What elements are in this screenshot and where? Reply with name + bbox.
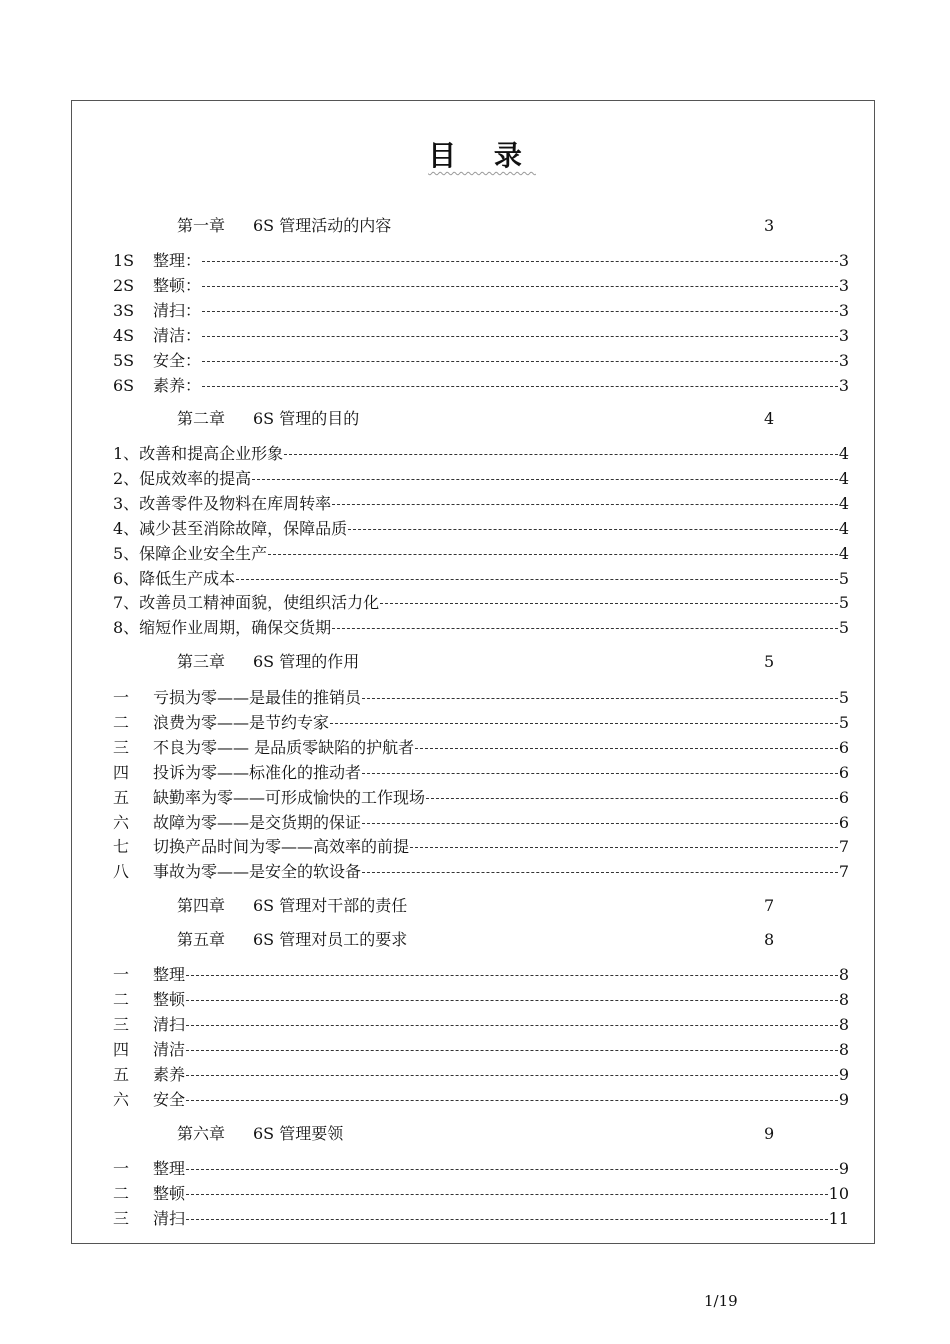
entry-label: 投诉为零——标准化的推动者 [153, 762, 362, 782]
toc-title: 目 录 [428, 139, 536, 172]
dot-leader [362, 872, 838, 874]
toc-entry[interactable] [113, 736, 849, 760]
toc-entry[interactable] [113, 835, 849, 859]
dot-leader [236, 579, 838, 581]
dot-leader [202, 286, 838, 288]
chapter-heading[interactable] [177, 406, 777, 432]
dot-leader [186, 1194, 828, 1196]
chapter-title: 6S 管理活动的内容 [253, 216, 392, 235]
chapter-label: 第四章 [177, 896, 226, 915]
entry-label: 整理： [153, 251, 202, 270]
entry-page: 8 [838, 1014, 849, 1034]
entry-label: 整顿 [153, 1183, 186, 1203]
entry-label: 4、减少甚至消除故障，保障品质 [113, 518, 348, 538]
chapter-label: 第一章 [177, 216, 226, 235]
dot-leader [362, 773, 838, 775]
entry-label: 清洁： [153, 325, 202, 345]
dot-leader [410, 847, 838, 849]
entry-page: 5 [838, 618, 849, 638]
toc-entry[interactable] [113, 711, 849, 735]
entry-page: 7 [838, 862, 849, 882]
chapter-label: 第五章 [177, 930, 226, 949]
page-number: 1/19 [704, 1292, 738, 1310]
entry-page: 4 [838, 444, 849, 463]
entry-label: 8、缩短作业周期，确保交货期 [113, 618, 332, 638]
dot-leader [202, 361, 838, 363]
toc-entry[interactable] [113, 442, 849, 466]
dot-leader [202, 336, 838, 338]
entry-label: 5、保障企业安全生产 [113, 543, 268, 563]
entry-label: 清扫 [153, 1208, 186, 1228]
entry-page: 3 [838, 275, 849, 295]
entry-page: 6 [838, 787, 849, 807]
dot-leader [332, 504, 838, 506]
toc-entry[interactable] [113, 1182, 849, 1206]
entry-page: 9 [838, 1064, 849, 1084]
toc-entry[interactable] [113, 249, 849, 273]
dot-leader [202, 386, 838, 388]
entry-number: 七 [113, 837, 130, 857]
dot-leader [186, 1025, 838, 1027]
toc-entry[interactable] [113, 1157, 849, 1181]
entry-label: 亏损为零——是最佳的推销员 [153, 688, 362, 707]
entry-page: 7 [838, 837, 849, 857]
entry-number: 二 [113, 989, 130, 1009]
entry-number: 六 [113, 1089, 130, 1109]
entry-page: 9 [838, 1159, 849, 1178]
dot-leader [186, 1169, 838, 1171]
chapter-page: 3 [764, 216, 775, 235]
dot-leader [284, 454, 838, 456]
toc-entry[interactable] [113, 542, 849, 566]
entry-page: 3 [838, 375, 849, 395]
entry-page: 9 [838, 1089, 849, 1109]
entry-number: 二 [113, 712, 130, 732]
entry-number: 三 [113, 737, 130, 757]
entry-page: 5 [838, 568, 849, 588]
entry-label: 整理 [153, 965, 186, 984]
toc-entry[interactable] [113, 467, 849, 491]
chapter-heading[interactable] [177, 213, 777, 239]
toc-entry[interactable] [113, 517, 849, 541]
toc-entry[interactable] [113, 860, 849, 884]
dot-leader [268, 554, 838, 556]
entry-label: 3、改善零件及物料在库周转率 [113, 493, 332, 513]
toc-entry[interactable] [113, 1063, 849, 1087]
entry-number: 一 [113, 688, 130, 707]
entry-label: 清洁 [153, 1039, 186, 1059]
entry-page: 4 [838, 543, 849, 563]
chapter-heading[interactable] [177, 1121, 777, 1147]
entry-page: 10 [828, 1183, 849, 1203]
toc-entry[interactable] [113, 299, 849, 323]
entry-label: 2、促成效率的提高 [113, 468, 252, 488]
entry-page: 3 [838, 251, 849, 270]
entry-page: 8 [838, 989, 849, 1009]
dot-leader [186, 1050, 838, 1052]
chapter-title: 6S 管理对干部的责任 [253, 896, 408, 915]
entry-label: 7、改善员工精神面貌，使组织活力化 [113, 593, 380, 613]
entry-page: 4 [838, 468, 849, 488]
dot-leader [202, 261, 838, 263]
entry-page: 4 [838, 518, 849, 538]
toc-entry[interactable] [113, 686, 849, 710]
entry-number: 3S [113, 300, 135, 320]
entry-page: 4 [838, 493, 849, 513]
chapter-page: 4 [764, 409, 775, 428]
dot-leader [380, 603, 838, 605]
toc-entry[interactable] [113, 1013, 849, 1037]
entry-label: 清扫 [153, 1014, 186, 1034]
toc-entry[interactable] [113, 1038, 849, 1062]
entry-number: 一 [113, 1159, 130, 1178]
toc-entry[interactable] [113, 1088, 849, 1112]
entry-number: 4S [113, 325, 135, 345]
dot-leader [348, 529, 838, 531]
entry-number: 四 [113, 1039, 130, 1059]
dot-leader [362, 698, 838, 700]
chapter-page: 7 [764, 896, 775, 915]
toc-entry[interactable] [113, 374, 849, 398]
chapter-page: 8 [764, 930, 775, 949]
dot-leader [252, 479, 838, 481]
entry-page: 11 [828, 1208, 849, 1228]
dot-leader [186, 1219, 828, 1221]
entry-number: 五 [113, 1064, 130, 1084]
chapter-title: 6S 管理对员工的要求 [253, 930, 408, 949]
chapter-title: 6S 管理的目的 [253, 409, 360, 428]
entry-number: 1S [113, 251, 135, 270]
chapter-title: 6S 管理的作用 [253, 652, 360, 671]
dot-leader [362, 823, 838, 825]
entry-page: 3 [838, 325, 849, 345]
dot-leader [426, 798, 838, 800]
entry-number: 6S [113, 375, 135, 395]
entry-page: 5 [838, 593, 849, 613]
entry-number: 二 [113, 1183, 130, 1203]
dot-leader [415, 748, 838, 750]
toc-entry[interactable] [113, 567, 849, 591]
toc-entry[interactable] [113, 349, 849, 373]
entry-number: 5S [113, 350, 135, 370]
entry-page: 8 [838, 1039, 849, 1059]
entry-page: 5 [838, 688, 849, 707]
toc-entry[interactable] [113, 616, 849, 640]
dot-leader [330, 723, 838, 725]
entry-number: 三 [113, 1208, 130, 1228]
entry-label: 不良为零—— 是品质零缺陷的护航者 [153, 737, 415, 757]
toc-entry[interactable] [113, 1207, 849, 1231]
entry-label: 事故为零——是安全的软设备 [153, 862, 362, 882]
chapter-label: 第二章 [177, 409, 226, 428]
toc-entry[interactable] [113, 761, 849, 785]
entry-page: 6 [838, 737, 849, 757]
entry-page: 3 [838, 300, 849, 320]
entry-label: 浪费为零——是节约专家 [153, 712, 330, 732]
dot-leader [186, 1000, 838, 1002]
entry-page: 8 [838, 965, 849, 984]
entry-label: 整理 [153, 1159, 186, 1178]
entry-page: 6 [838, 762, 849, 782]
entry-label: 缺勤率为零——可形成愉快的工作现场 [153, 787, 426, 807]
entry-number: 2S [113, 275, 135, 295]
chapter-heading[interactable] [177, 927, 777, 953]
dot-leader [332, 628, 838, 630]
entry-page: 6 [838, 812, 849, 832]
dot-leader [186, 975, 838, 977]
entry-label: 整顿： [153, 275, 202, 295]
chapter-page: 5 [764, 652, 775, 671]
toc-entry[interactable] [113, 811, 849, 835]
chapter-heading[interactable] [177, 649, 777, 675]
chapter-page: 9 [764, 1124, 775, 1143]
entry-label: 安全： [153, 350, 202, 370]
dot-leader [202, 311, 838, 313]
entry-label: 清扫： [153, 300, 202, 320]
chapter-heading[interactable] [177, 893, 777, 919]
chapter-title: 6S 管理要领 [253, 1124, 344, 1143]
toc-entry[interactable] [113, 988, 849, 1012]
toc-entry[interactable] [113, 963, 849, 987]
entry-label: 素养 [153, 1064, 186, 1084]
dot-leader [186, 1075, 838, 1077]
entry-label: 6、降低生产成本 [113, 568, 236, 588]
toc-entry[interactable] [113, 786, 849, 810]
entry-label: 素养： [153, 375, 202, 395]
entry-page: 5 [838, 712, 849, 732]
toc-entry[interactable] [113, 274, 849, 298]
entry-label: 安全 [153, 1089, 186, 1109]
entry-page: 3 [838, 350, 849, 370]
entry-number: 四 [113, 762, 130, 782]
entry-number: 一 [113, 965, 130, 984]
chapter-label: 第三章 [177, 652, 226, 671]
toc-entry[interactable] [113, 492, 849, 516]
entry-number: 八 [113, 862, 130, 882]
chapter-label: 第六章 [177, 1124, 226, 1143]
entry-number: 五 [113, 787, 130, 807]
toc-entry[interactable] [113, 591, 849, 615]
dot-leader [186, 1100, 838, 1102]
entry-label: 切换产品时间为零——高效率的前提 [153, 837, 410, 857]
entry-label: 1、改善和提高企业形象 [113, 444, 284, 463]
toc-entry[interactable] [113, 324, 849, 348]
entry-number: 三 [113, 1014, 130, 1034]
entry-number: 六 [113, 812, 130, 832]
entry-label: 故障为零——是交货期的保证 [153, 812, 362, 832]
entry-label: 整顿 [153, 989, 186, 1009]
